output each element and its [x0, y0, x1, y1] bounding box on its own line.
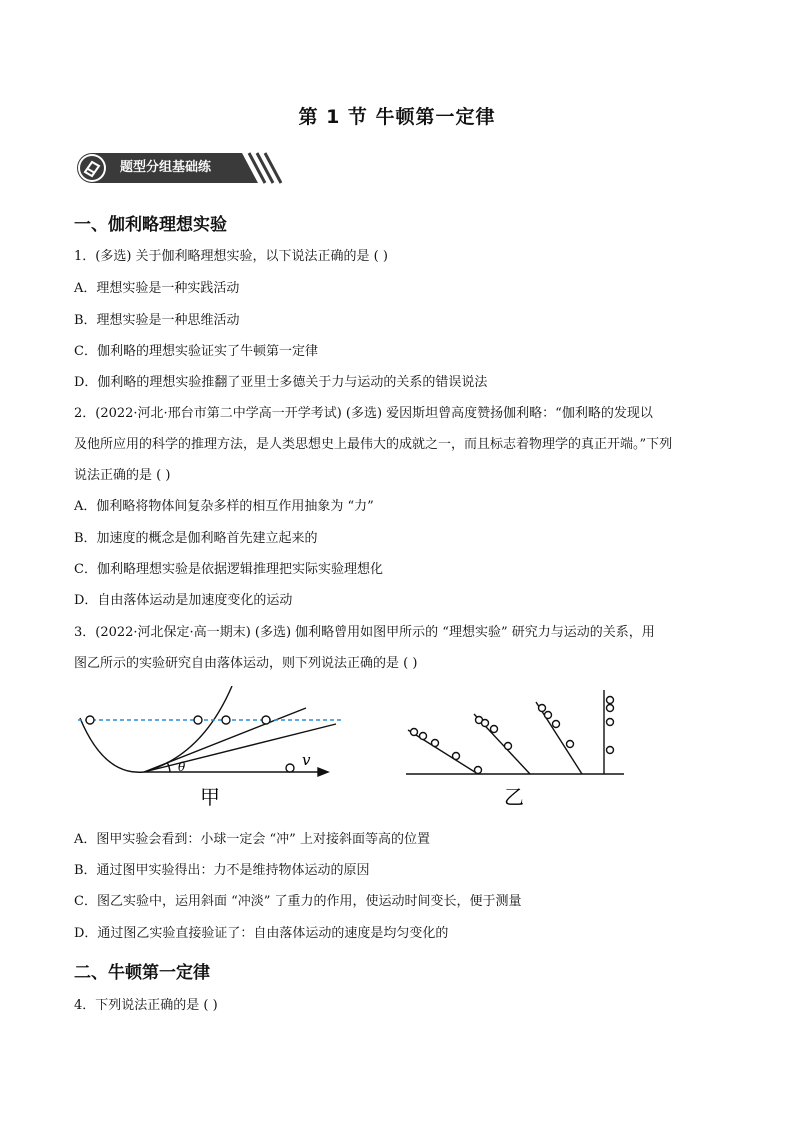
velocity-label: v	[302, 751, 311, 769]
q2-option-d: D．自由落体运动是加速度变化的运动	[74, 593, 293, 608]
incline-3	[536, 702, 582, 774]
q2-stem-line2: 及他所应用的科学的推理方法，是人类思想史上最伟大的成就之一，而且标志着物理学的真正开端。”下列	[74, 437, 673, 452]
ball	[286, 764, 294, 772]
q4-stem: 4．下列说法正确的是 ( )	[74, 998, 218, 1013]
ball	[607, 705, 614, 712]
q2-option-a: A．伽利略将物体间复杂多样的相互作用抽象为 “力”	[74, 499, 374, 514]
figure-yi	[406, 690, 624, 774]
section-heading-2: 二、牛顿第一定律	[74, 963, 210, 983]
steep-curve	[144, 686, 232, 772]
arrow-head	[318, 768, 328, 776]
theta-label: θ	[178, 760, 186, 774]
ball	[432, 740, 439, 747]
figure-label-jia: 甲	[200, 785, 220, 809]
ball	[262, 716, 270, 724]
page-title: 第 1 节 牛顿第一定律	[298, 106, 496, 128]
incline-1	[408, 730, 478, 774]
q2-stem-line3: 说法正确的是 ( )	[74, 468, 171, 483]
q2-option-b: B．加速度的概念是伽利略首先建立起来的	[74, 531, 318, 546]
q1-option-b: B．理想实验是一种思维活动	[74, 313, 240, 328]
figure-label-yi: 乙	[504, 785, 524, 809]
q1-option-d: D．伽利略的理想实验推翻了亚里士多德关于力与运动的关系的错误说法	[74, 375, 488, 390]
q1-option-c: C．伽利略的理想实验证实了牛顿第一定律	[74, 344, 318, 359]
q3-option-c: C．图乙实验中，运用斜面 “冲淡” 了重力的作用，使运动时间变长，便于测量	[74, 894, 522, 909]
ball	[539, 705, 546, 712]
q1-option-a: A．理想实验是一种实践活动	[74, 281, 240, 296]
ball	[86, 716, 94, 724]
section-banner	[74, 150, 286, 186]
q2-stem-line1: 2．(2022·河北·邢台市第二中学高一开学考试) (多选) 爱因斯坦曾高度赞扬伽利略：“伽利略的发现以	[74, 406, 653, 421]
q3-stem-line2: 图乙所示的实验研究自由落体运动，则下列说法正确的是 ( )	[74, 656, 418, 671]
ball	[607, 697, 614, 704]
q2-option-c: C．伽利略理想实验是依据逻辑推理把实际实验理想化	[74, 562, 383, 577]
ball	[475, 767, 482, 774]
q3-option-a: A．图甲实验会看到：小球一定会 “冲” 上对接斜面等高的位置	[74, 832, 430, 847]
section-heading-1: 一、伽利略理想实验	[74, 215, 227, 235]
q3-option-b: B．通过图甲实验得出：力不是维持物体运动的原因	[74, 863, 370, 878]
ball	[453, 753, 460, 760]
q3-stem-line1: 3．(2022·河北保定·高一期末) (多选) 伽利略曾用如图甲所示的 “理想实验” 研究力与运动的关系，用	[74, 625, 655, 640]
ball	[567, 741, 574, 748]
ball	[411, 729, 418, 736]
ball	[553, 721, 560, 728]
ball	[545, 712, 552, 719]
ball	[491, 726, 498, 733]
theta-arc	[167, 762, 170, 772]
q3-option-d: D．通过图乙实验直接验证了：自由落体运动的速度是均匀变化的	[74, 926, 449, 941]
ball	[222, 716, 230, 724]
ball	[607, 747, 614, 754]
ball	[194, 716, 202, 724]
q3-figure	[74, 686, 634, 816]
q1-stem: 1．(多选) 关于伽利略理想实验，以下说法正确的是 ( )	[74, 249, 388, 264]
left-curve	[80, 718, 144, 772]
ball	[505, 743, 512, 750]
ball	[482, 720, 489, 727]
ball	[607, 719, 614, 726]
ball	[420, 733, 427, 740]
banner-label: 题型分组基础练	[120, 160, 212, 175]
